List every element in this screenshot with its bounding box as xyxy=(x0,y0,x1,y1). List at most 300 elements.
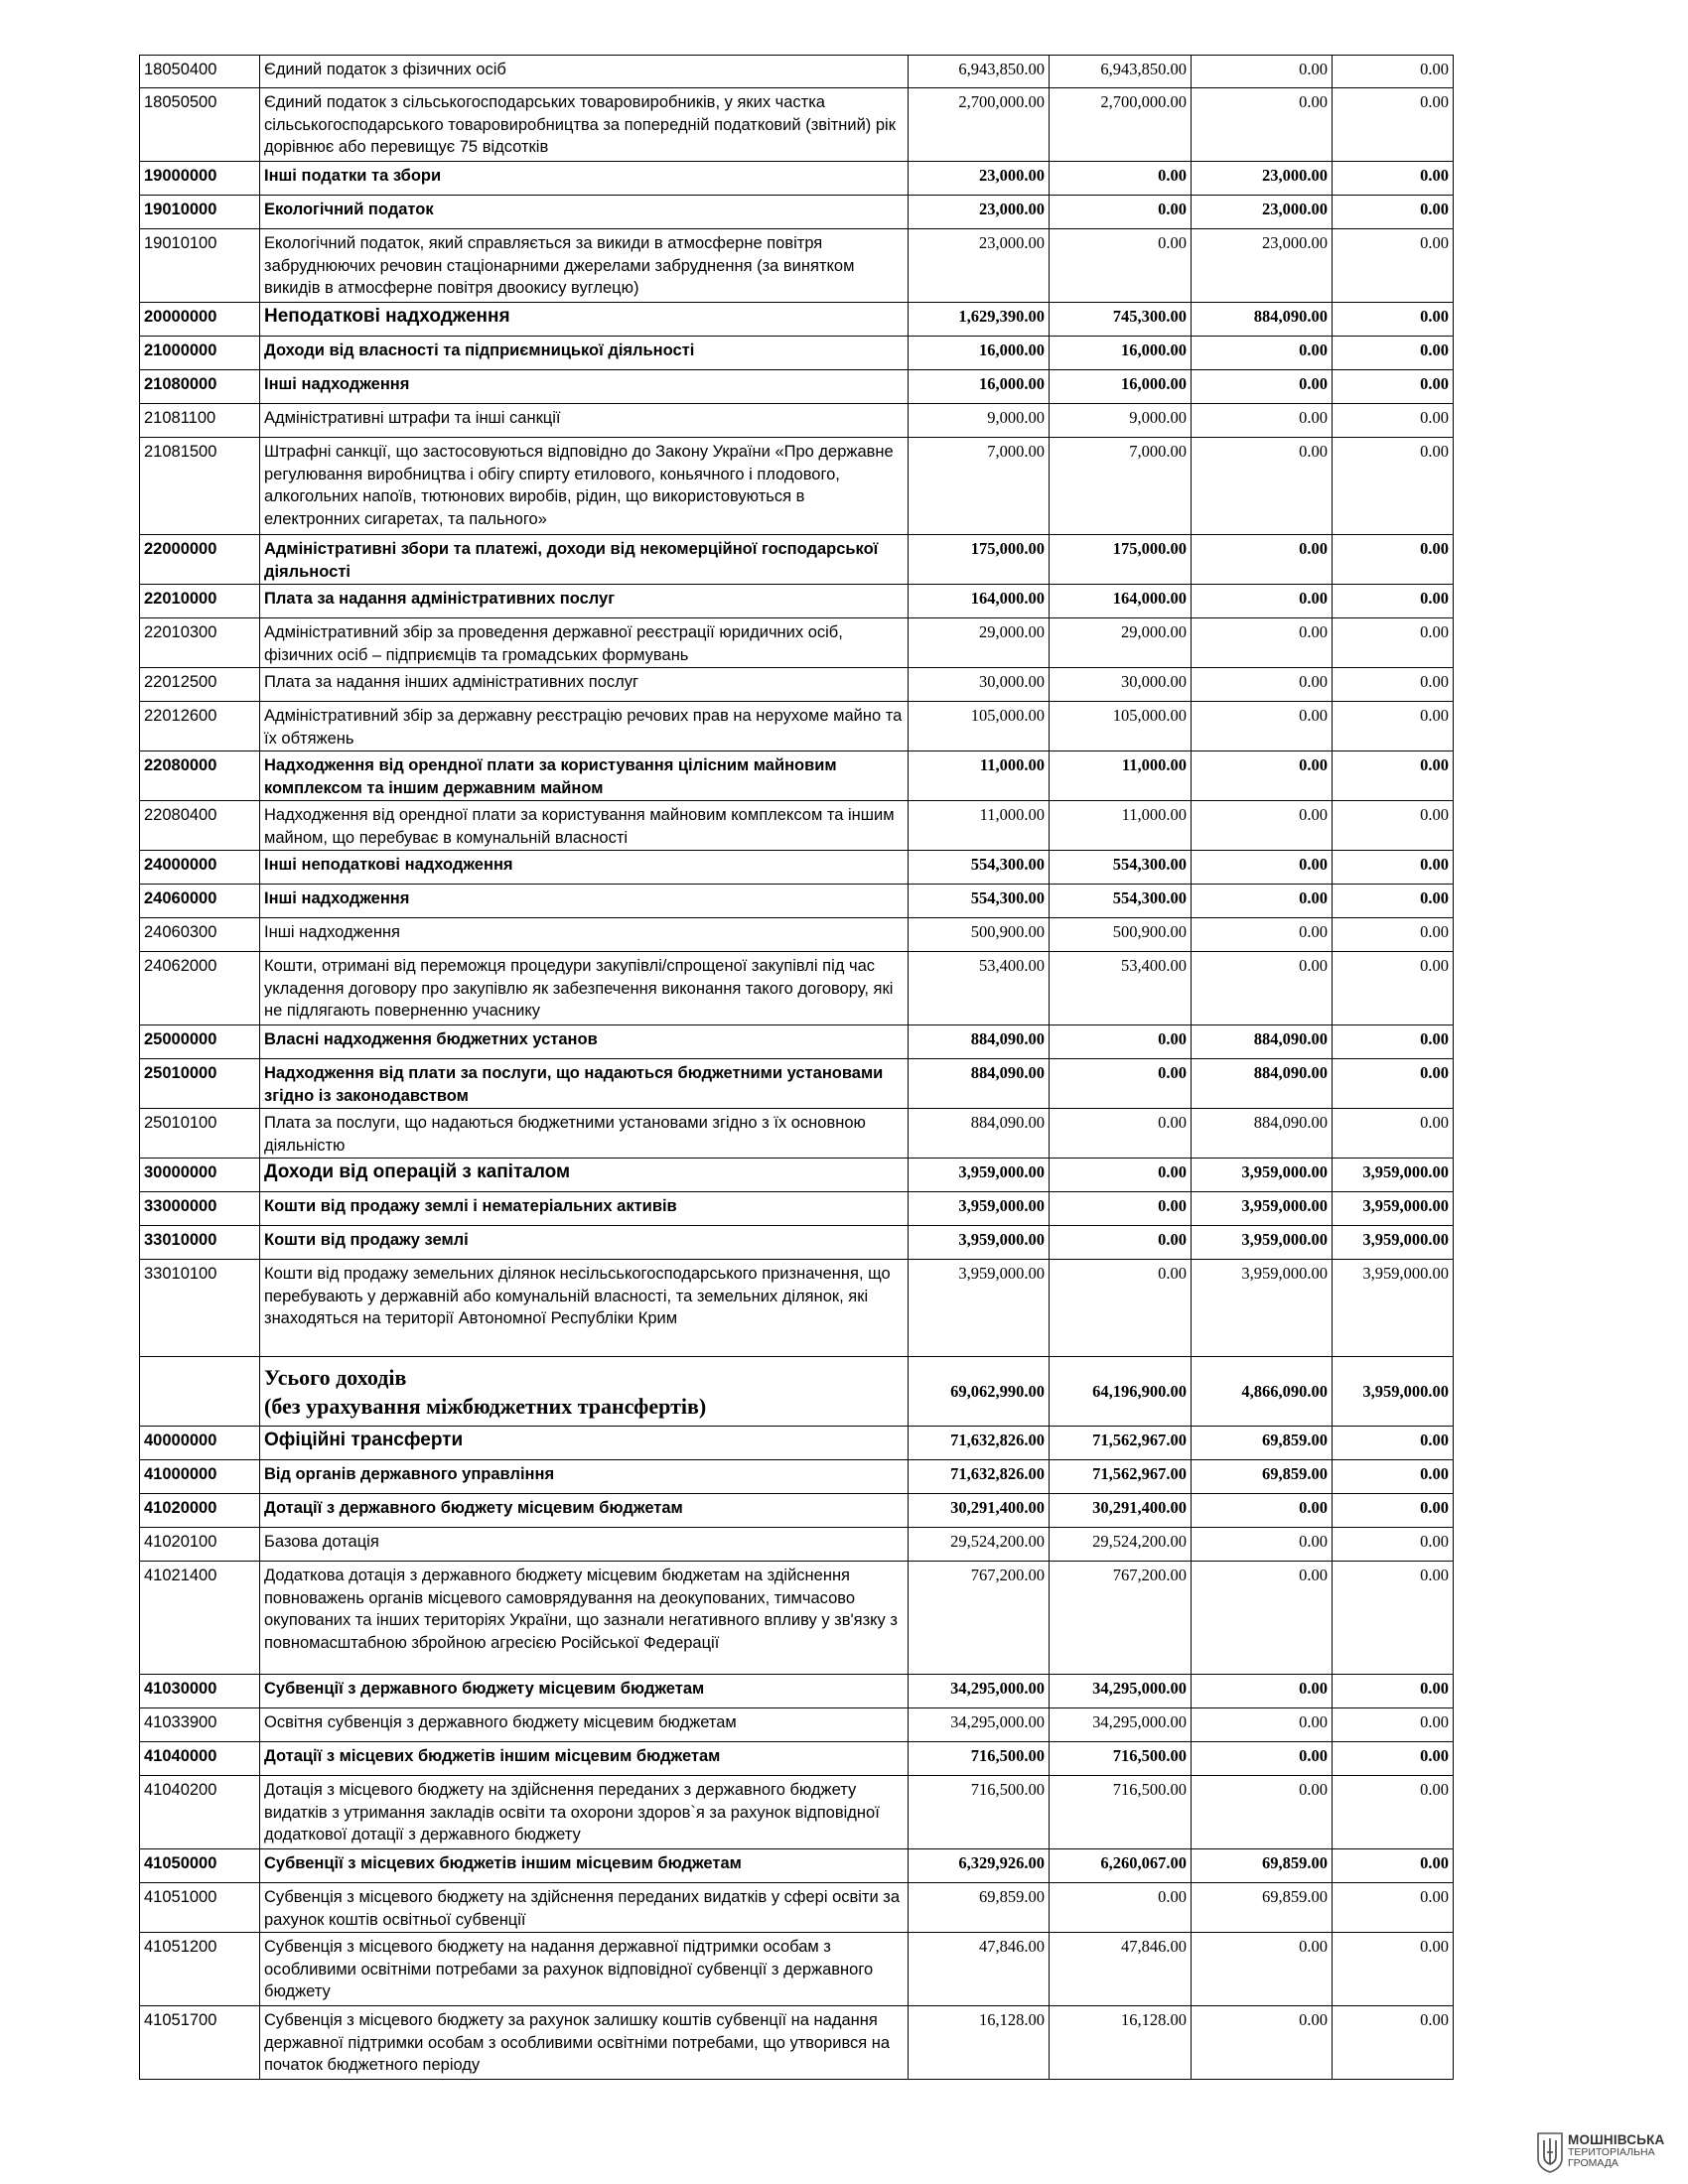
row-code: 41050000 xyxy=(140,1849,260,1883)
row-name: Дотації з місцевих бюджетів іншим місцевим бюджетам xyxy=(260,1742,909,1776)
amount-development-budget: 0.00 xyxy=(1333,2006,1454,2080)
amount-total: 23,000.00 xyxy=(909,196,1050,229)
row-name: Надходження від орендної плати за користування цілісним майновим комплексом та іншим державним майном xyxy=(260,751,909,801)
row-code: 18050400 xyxy=(140,56,260,88)
table-row xyxy=(140,1562,1454,1675)
amount-total: 3,959,000.00 xyxy=(909,1159,1050,1192)
amount-special-fund: 0.00 xyxy=(1192,952,1333,1025)
amount-total: 767,200.00 xyxy=(909,1562,1050,1675)
amount-special-fund: 69,859.00 xyxy=(1192,1883,1333,1933)
row-name: Єдиний податок з сільськогосподарських товаровиробників, у яких частка сільськогосподарського товаровиробництва за попередній податковий (звітний) рік дорівнює або перевищує 75 відсотків xyxy=(260,88,909,162)
row-code: 19000000 xyxy=(140,162,260,196)
amount-special-fund: 0.00 xyxy=(1192,851,1333,885)
amount-development-budget: 0.00 xyxy=(1333,668,1454,702)
row-name: Інші податки та збори xyxy=(260,162,909,196)
amount-total: 554,300.00 xyxy=(909,851,1050,885)
amount-general-fund: 175,000.00 xyxy=(1050,535,1192,585)
row-name: Доходи від власності та підприємницької діяльності xyxy=(260,337,909,370)
amount-total: 2,700,000.00 xyxy=(909,88,1050,162)
amount-special-fund: 0.00 xyxy=(1192,404,1333,438)
amount-development-budget: 3,959,000.00 xyxy=(1333,1357,1454,1427)
amount-development-budget: 0.00 xyxy=(1333,1494,1454,1528)
total-title: Усього доходів xyxy=(264,1365,407,1390)
amount-general-fund: 16,128.00 xyxy=(1050,2006,1192,2080)
table-row xyxy=(140,1528,1454,1562)
amount-total: 500,900.00 xyxy=(909,918,1050,952)
amount-total: 105,000.00 xyxy=(909,702,1050,751)
row-code: 25010100 xyxy=(140,1109,260,1159)
amount-general-fund: 554,300.00 xyxy=(1050,885,1192,918)
amount-special-fund: 0.00 xyxy=(1192,918,1333,952)
row-name xyxy=(260,1357,909,1427)
amount-total: 23,000.00 xyxy=(909,229,1050,303)
row-name: Екологічний податок, який справляється за викиди в атмосферне повітря забруднюючих речовин стаціонарними джерелами забруднення (за винятком викидів в атмосферне повітря двоокису вуглецю) xyxy=(260,229,909,303)
amount-general-fund: 716,500.00 xyxy=(1050,1742,1192,1776)
table-row xyxy=(140,952,1454,1025)
amount-special-fund: 0.00 xyxy=(1192,668,1333,702)
amount-general-fund: 0.00 xyxy=(1050,162,1192,196)
amount-special-fund: 0.00 xyxy=(1192,1742,1333,1776)
row-name: Субвенції з місцевих бюджетів іншим місцевим бюджетам xyxy=(260,1849,909,1883)
amount-development-budget: 3,959,000.00 xyxy=(1333,1260,1454,1357)
amount-general-fund: 16,000.00 xyxy=(1050,370,1192,404)
row-code: 41051700 xyxy=(140,2006,260,2080)
table-row xyxy=(140,1226,1454,1260)
row-name: Плата за надання адміністративних послуг xyxy=(260,585,909,618)
amount-total: 7,000.00 xyxy=(909,438,1050,535)
amount-special-fund: 884,090.00 xyxy=(1192,303,1333,337)
row-code: 41051200 xyxy=(140,1933,260,2006)
row-code: 21081100 xyxy=(140,404,260,438)
amount-development-budget: 0.00 xyxy=(1333,162,1454,196)
amount-development-budget: 0.00 xyxy=(1333,1933,1454,2006)
table-row xyxy=(140,303,1454,337)
amount-special-fund: 0.00 xyxy=(1192,801,1333,851)
table-row xyxy=(140,1742,1454,1776)
amount-development-budget: 0.00 xyxy=(1333,88,1454,162)
row-code: 24000000 xyxy=(140,851,260,885)
table-row xyxy=(140,851,1454,885)
row-name: Адміністративний збір за державну реєстрацію речових прав на нерухоме майно та їх обтяжень xyxy=(260,702,909,751)
row-name: Базова дотація xyxy=(260,1528,909,1562)
table-row xyxy=(140,1675,1454,1708)
amount-general-fund: 11,000.00 xyxy=(1050,751,1192,801)
amount-total: 716,500.00 xyxy=(909,1742,1050,1776)
amount-development-budget: 0.00 xyxy=(1333,618,1454,668)
table-row xyxy=(140,702,1454,751)
amount-development-budget: 0.00 xyxy=(1333,885,1454,918)
row-code xyxy=(140,1357,260,1427)
table-row xyxy=(140,162,1454,196)
amount-general-fund: 71,562,967.00 xyxy=(1050,1427,1192,1460)
amount-general-fund: 0.00 xyxy=(1050,1109,1192,1159)
table-row xyxy=(140,1260,1454,1357)
amount-total: 29,000.00 xyxy=(909,618,1050,668)
amount-general-fund: 47,846.00 xyxy=(1050,1933,1192,2006)
table-row xyxy=(140,1849,1454,1883)
table-row xyxy=(140,1494,1454,1528)
amount-general-fund: 16,000.00 xyxy=(1050,337,1192,370)
row-code: 19010000 xyxy=(140,196,260,229)
amount-development-budget: 0.00 xyxy=(1333,1708,1454,1742)
amount-special-fund: 23,000.00 xyxy=(1192,162,1333,196)
row-name: Адміністративний збір за проведення державної реєстрації юридичних осіб, фізичних осіб – підприємців та громадських формувань xyxy=(260,618,909,668)
amount-development-budget: 0.00 xyxy=(1333,438,1454,535)
table-row xyxy=(140,535,1454,585)
amount-development-budget: 0.00 xyxy=(1333,1427,1454,1460)
amount-special-fund: 0.00 xyxy=(1192,1494,1333,1528)
amount-development-budget: 0.00 xyxy=(1333,56,1454,88)
row-name: Кошти від продажу землі і нематеріальних активів xyxy=(260,1192,909,1226)
row-name: Неподаткові надходження xyxy=(260,303,909,337)
amount-general-fund: 64,196,900.00 xyxy=(1050,1357,1192,1427)
row-name: Освітня субвенція з державного бюджету місцевим бюджетам xyxy=(260,1708,909,1742)
table-row xyxy=(140,885,1454,918)
amount-development-budget: 0.00 xyxy=(1333,1776,1454,1849)
amount-total: 716,500.00 xyxy=(909,1776,1050,1849)
row-name: Субвенція з місцевого бюджету за рахунок залишку коштів субвенції на надання державної підтримки особам з особливими освітніми потребами, що утворився на початок бюджетного періоду xyxy=(260,2006,909,2080)
amount-development-budget: 0.00 xyxy=(1333,404,1454,438)
amount-general-fund: 30,291,400.00 xyxy=(1050,1494,1192,1528)
amount-total: 9,000.00 xyxy=(909,404,1050,438)
table-row xyxy=(140,56,1454,88)
amount-special-fund: 0.00 xyxy=(1192,751,1333,801)
table-row xyxy=(140,2006,1454,2080)
table-row xyxy=(140,618,1454,668)
row-name: Субвенція з місцевого бюджету на здійснення переданих видатків у сфері освіти за рахунок коштів освітньої субвенції xyxy=(260,1883,909,1933)
row-name: Кошти, отримані від переможця процедури закупівлі/спрощеної закупівлі під час укладення договору про закупівлю як забезпечення виконання такого договору, які не підлягають поверненню учаснику xyxy=(260,952,909,1025)
trident-emblem-icon xyxy=(1535,2130,1565,2174)
table-row xyxy=(140,229,1454,303)
table-row xyxy=(140,337,1454,370)
amount-total: 23,000.00 xyxy=(909,162,1050,196)
amount-special-fund: 884,090.00 xyxy=(1192,1025,1333,1059)
row-name: Офіційні трансферти xyxy=(260,1427,909,1460)
row-code: 33010100 xyxy=(140,1260,260,1357)
amount-general-fund: 554,300.00 xyxy=(1050,851,1192,885)
row-name: Інші надходження xyxy=(260,370,909,404)
amount-total: 1,629,390.00 xyxy=(909,303,1050,337)
amount-total: 53,400.00 xyxy=(909,952,1050,1025)
row-code: 22012500 xyxy=(140,668,260,702)
row-code: 21080000 xyxy=(140,370,260,404)
row-code: 33000000 xyxy=(140,1192,260,1226)
amount-total: 29,524,200.00 xyxy=(909,1528,1050,1562)
row-name: Власні надходження бюджетних установ xyxy=(260,1025,909,1059)
row-code: 18050500 xyxy=(140,88,260,162)
amount-development-budget: 0.00 xyxy=(1333,1675,1454,1708)
row-code: 24062000 xyxy=(140,952,260,1025)
amount-total: 16,128.00 xyxy=(909,2006,1050,2080)
amount-special-fund: 0.00 xyxy=(1192,885,1333,918)
amount-special-fund: 0.00 xyxy=(1192,535,1333,585)
amount-general-fund: 745,300.00 xyxy=(1050,303,1192,337)
row-code: 41040200 xyxy=(140,1776,260,1849)
amount-general-fund: 105,000.00 xyxy=(1050,702,1192,751)
amount-development-budget: 0.00 xyxy=(1333,1883,1454,1933)
row-code: 41040000 xyxy=(140,1742,260,1776)
amount-special-fund: 69,859.00 xyxy=(1192,1427,1333,1460)
amount-total: 6,329,926.00 xyxy=(909,1849,1050,1883)
amount-special-fund: 0.00 xyxy=(1192,337,1333,370)
row-name: Доходи від операцій з капіталом xyxy=(260,1159,909,1192)
amount-general-fund: 30,000.00 xyxy=(1050,668,1192,702)
amount-general-fund: 71,562,967.00 xyxy=(1050,1460,1192,1494)
amount-total: 30,291,400.00 xyxy=(909,1494,1050,1528)
row-code: 41033900 xyxy=(140,1708,260,1742)
amount-special-fund: 3,959,000.00 xyxy=(1192,1226,1333,1260)
row-code: 22080000 xyxy=(140,751,260,801)
amount-development-budget: 0.00 xyxy=(1333,702,1454,751)
amount-general-fund: 6,943,850.00 xyxy=(1050,56,1192,88)
row-code: 30000000 xyxy=(140,1159,260,1192)
row-name: Інші надходження xyxy=(260,885,909,918)
amount-development-budget: 3,959,000.00 xyxy=(1333,1226,1454,1260)
amount-development-budget: 0.00 xyxy=(1333,918,1454,952)
amount-general-fund: 2,700,000.00 xyxy=(1050,88,1192,162)
amount-total: 69,062,990.00 xyxy=(909,1357,1050,1427)
amount-general-fund: 34,295,000.00 xyxy=(1050,1675,1192,1708)
community-logo xyxy=(1535,2130,1665,2174)
amount-total: 884,090.00 xyxy=(909,1059,1050,1109)
amount-development-budget: 0.00 xyxy=(1333,1528,1454,1562)
amount-total: 30,000.00 xyxy=(909,668,1050,702)
amount-total: 69,859.00 xyxy=(909,1883,1050,1933)
amount-total: 34,295,000.00 xyxy=(909,1675,1050,1708)
row-code: 21081500 xyxy=(140,438,260,535)
amount-total: 16,000.00 xyxy=(909,337,1050,370)
row-code: 19010100 xyxy=(140,229,260,303)
amount-general-fund: 0.00 xyxy=(1050,1159,1192,1192)
amount-general-fund: 0.00 xyxy=(1050,1883,1192,1933)
row-code: 25010000 xyxy=(140,1059,260,1109)
amount-development-budget: 0.00 xyxy=(1333,535,1454,585)
table-row xyxy=(140,1460,1454,1494)
amount-general-fund: 9,000.00 xyxy=(1050,404,1192,438)
row-name: Екологічний податок xyxy=(260,196,909,229)
row-code: 22080400 xyxy=(140,801,260,851)
amount-general-fund: 0.00 xyxy=(1050,229,1192,303)
row-code: 25000000 xyxy=(140,1025,260,1059)
row-name: Субвенції з державного бюджету місцевим бюджетам xyxy=(260,1675,909,1708)
amount-general-fund: 164,000.00 xyxy=(1050,585,1192,618)
row-code: 22010300 xyxy=(140,618,260,668)
table-row xyxy=(140,1776,1454,1849)
amount-special-fund: 0.00 xyxy=(1192,56,1333,88)
row-code: 21000000 xyxy=(140,337,260,370)
amount-total: 3,959,000.00 xyxy=(909,1226,1050,1260)
amount-total: 884,090.00 xyxy=(909,1025,1050,1059)
amount-development-budget: 0.00 xyxy=(1333,1849,1454,1883)
amount-general-fund: 0.00 xyxy=(1050,1025,1192,1059)
amount-special-fund: 3,959,000.00 xyxy=(1192,1260,1333,1357)
amount-total: 3,959,000.00 xyxy=(909,1260,1050,1357)
row-name: Надходження від орендної плати за користування майновим комплексом та іншим майном, що перебуває в комунальній власності xyxy=(260,801,909,851)
row-name: Кошти від продажу земельних ділянок несільськогосподарського призначення, що перебувають у державній або комунальній власності, та земельних ділянок, які знаходяться на території Автономної Республіки Крим xyxy=(260,1260,909,1357)
table-row xyxy=(140,1357,1454,1427)
table-row xyxy=(140,751,1454,801)
total-subtitle: (без урахування міжбюджетних трансфертів) xyxy=(264,1394,707,1419)
amount-total: 3,959,000.00 xyxy=(909,1192,1050,1226)
amount-general-fund: 0.00 xyxy=(1050,1226,1192,1260)
row-name: Плата за послуги, що надаються бюджетними установами згідно з їх основною діяльністю xyxy=(260,1109,909,1159)
table-row xyxy=(140,918,1454,952)
amount-development-budget: 0.00 xyxy=(1333,1742,1454,1776)
row-name: Дотація з місцевого бюджету на здійснення переданих з державного бюджету видатків з утримання закладів освіти та охорони здоров`я за рахунок відповідної додаткової дотації з державного бюджету xyxy=(260,1776,909,1849)
row-code: 41021400 xyxy=(140,1562,260,1675)
table-row xyxy=(140,1109,1454,1159)
table-row xyxy=(140,1025,1454,1059)
amount-development-budget: 0.00 xyxy=(1333,1025,1454,1059)
amount-special-fund: 0.00 xyxy=(1192,618,1333,668)
logo-line-1: МОШНІВСЬКА xyxy=(1568,2132,1665,2147)
amount-special-fund: 884,090.00 xyxy=(1192,1109,1333,1159)
row-name: Субвенція з місцевого бюджету на надання державної підтримки особам з особливими освітніми потребами за рахунок відповідної субвенції з державного бюджету xyxy=(260,1933,909,2006)
revenue-table xyxy=(139,55,1454,2080)
row-name: Єдиний податок з фізичних осіб xyxy=(260,56,909,88)
amount-special-fund: 0.00 xyxy=(1192,1708,1333,1742)
row-code: 24060000 xyxy=(140,885,260,918)
row-name: Інші неподаткові надходження xyxy=(260,851,909,885)
row-code: 22010000 xyxy=(140,585,260,618)
row-name: Адміністративні збори та платежі, доходи від некомерційної господарської діяльності xyxy=(260,535,909,585)
amount-special-fund: 3,959,000.00 xyxy=(1192,1192,1333,1226)
amount-special-fund: 0.00 xyxy=(1192,1562,1333,1675)
amount-general-fund: 716,500.00 xyxy=(1050,1776,1192,1849)
amount-special-fund: 0.00 xyxy=(1192,1776,1333,1849)
row-code: 41030000 xyxy=(140,1675,260,1708)
amount-total: 71,632,826.00 xyxy=(909,1427,1050,1460)
amount-general-fund: 0.00 xyxy=(1050,1192,1192,1226)
amount-total: 554,300.00 xyxy=(909,885,1050,918)
amount-general-fund: 29,524,200.00 xyxy=(1050,1528,1192,1562)
amount-special-fund: 3,959,000.00 xyxy=(1192,1159,1333,1192)
table-row xyxy=(140,801,1454,851)
amount-general-fund: 0.00 xyxy=(1050,196,1192,229)
logo-line-2: ТЕРИТОРІАЛЬНА ГРОМАДА xyxy=(1568,2146,1655,2169)
amount-special-fund: 69,859.00 xyxy=(1192,1460,1333,1494)
row-name: Додаткова дотація з державного бюджету місцевим бюджетам на здійснення повноважень органів місцевого самоврядування на деокупованих, тимчасово окупованих та інших територіях України, що зазнали негативного впливу у зв'язку з повномасштабною збройною агресією Російської Федерації xyxy=(260,1562,909,1675)
amount-general-fund: 6,260,067.00 xyxy=(1050,1849,1192,1883)
row-name: Надходження від плати за послуги, що надаються бюджетними установами згідно із законодавством xyxy=(260,1059,909,1109)
amount-development-budget: 0.00 xyxy=(1333,851,1454,885)
table-row xyxy=(140,196,1454,229)
amount-development-budget: 0.00 xyxy=(1333,1562,1454,1675)
amount-development-budget: 0.00 xyxy=(1333,1460,1454,1494)
table-row xyxy=(140,404,1454,438)
amount-total: 6,943,850.00 xyxy=(909,56,1050,88)
row-code: 24060300 xyxy=(140,918,260,952)
row-name: Від органів державного управління xyxy=(260,1460,909,1494)
row-code: 41000000 xyxy=(140,1460,260,1494)
amount-general-fund: 29,000.00 xyxy=(1050,618,1192,668)
row-name: Штрафні санкції, що застосовуються відповідно до Закону України «Про державне регулювання виробництва і обігу спирту етилового, коньячного і плодового, алкогольних напоїв, тютюнових виробів, рідин, що використовуються в електронних сигаретах, та пального» xyxy=(260,438,909,535)
amount-development-budget: 0.00 xyxy=(1333,751,1454,801)
amount-development-budget: 0.00 xyxy=(1333,229,1454,303)
amount-general-fund: 11,000.00 xyxy=(1050,801,1192,851)
amount-development-budget: 3,959,000.00 xyxy=(1333,1192,1454,1226)
table-row xyxy=(140,1159,1454,1192)
table-row xyxy=(140,1427,1454,1460)
row-code: 20000000 xyxy=(140,303,260,337)
row-code: 41020100 xyxy=(140,1528,260,1562)
amount-total: 11,000.00 xyxy=(909,751,1050,801)
row-name: Кошти від продажу землі xyxy=(260,1226,909,1260)
amount-special-fund: 4,866,090.00 xyxy=(1192,1357,1333,1427)
amount-general-fund: 0.00 xyxy=(1050,1260,1192,1357)
amount-development-budget: 0.00 xyxy=(1333,801,1454,851)
table-row xyxy=(140,1192,1454,1226)
row-code: 33010000 xyxy=(140,1226,260,1260)
table-row xyxy=(140,1059,1454,1109)
amount-special-fund: 0.00 xyxy=(1192,1528,1333,1562)
amount-development-budget: 0.00 xyxy=(1333,337,1454,370)
amount-special-fund: 0.00 xyxy=(1192,370,1333,404)
row-code: 22000000 xyxy=(140,535,260,585)
row-name: Дотації з державного бюджету місцевим бюджетам xyxy=(260,1494,909,1528)
amount-general-fund: 7,000.00 xyxy=(1050,438,1192,535)
amount-general-fund: 34,295,000.00 xyxy=(1050,1708,1192,1742)
table-row xyxy=(140,1883,1454,1933)
amount-development-budget: 0.00 xyxy=(1333,196,1454,229)
amount-general-fund: 0.00 xyxy=(1050,1059,1192,1109)
table-row xyxy=(140,438,1454,535)
amount-special-fund: 0.00 xyxy=(1192,88,1333,162)
amount-total: 47,846.00 xyxy=(909,1933,1050,2006)
row-name: Адміністративні штрафи та інші санкції xyxy=(260,404,909,438)
amount-development-budget: 0.00 xyxy=(1333,1109,1454,1159)
amount-total: 164,000.00 xyxy=(909,585,1050,618)
amount-development-budget: 3,959,000.00 xyxy=(1333,1159,1454,1192)
table-row xyxy=(140,1708,1454,1742)
amount-general-fund: 500,900.00 xyxy=(1050,918,1192,952)
amount-special-fund: 0.00 xyxy=(1192,702,1333,751)
amount-total: 34,295,000.00 xyxy=(909,1708,1050,1742)
amount-total: 16,000.00 xyxy=(909,370,1050,404)
row-code: 40000000 xyxy=(140,1427,260,1460)
amount-special-fund: 23,000.00 xyxy=(1192,229,1333,303)
row-code: 41051000 xyxy=(140,1883,260,1933)
row-code: 41020000 xyxy=(140,1494,260,1528)
amount-special-fund: 0.00 xyxy=(1192,1933,1333,2006)
amount-general-fund: 767,200.00 xyxy=(1050,1562,1192,1675)
amount-special-fund: 884,090.00 xyxy=(1192,1059,1333,1109)
table-row xyxy=(140,1933,1454,2006)
amount-development-budget: 0.00 xyxy=(1333,1059,1454,1109)
amount-development-budget: 0.00 xyxy=(1333,303,1454,337)
amount-special-fund: 69,859.00 xyxy=(1192,1849,1333,1883)
amount-development-budget: 0.00 xyxy=(1333,585,1454,618)
amount-special-fund: 0.00 xyxy=(1192,438,1333,535)
amount-development-budget: 0.00 xyxy=(1333,952,1454,1025)
amount-general-fund: 53,400.00 xyxy=(1050,952,1192,1025)
row-name: Інші надходження xyxy=(260,918,909,952)
amount-development-budget: 0.00 xyxy=(1333,370,1454,404)
table-row xyxy=(140,88,1454,162)
amount-total: 11,000.00 xyxy=(909,801,1050,851)
amount-special-fund: 0.00 xyxy=(1192,1675,1333,1708)
amount-total: 175,000.00 xyxy=(909,535,1050,585)
row-name: Плата за надання інших адміністративних послуг xyxy=(260,668,909,702)
table-row xyxy=(140,668,1454,702)
amount-total: 884,090.00 xyxy=(909,1109,1050,1159)
amount-special-fund: 0.00 xyxy=(1192,2006,1333,2080)
table-row xyxy=(140,370,1454,404)
amount-special-fund: 23,000.00 xyxy=(1192,196,1333,229)
amount-special-fund: 0.00 xyxy=(1192,585,1333,618)
amount-total: 71,632,826.00 xyxy=(909,1460,1050,1494)
row-code: 22012600 xyxy=(140,702,260,751)
